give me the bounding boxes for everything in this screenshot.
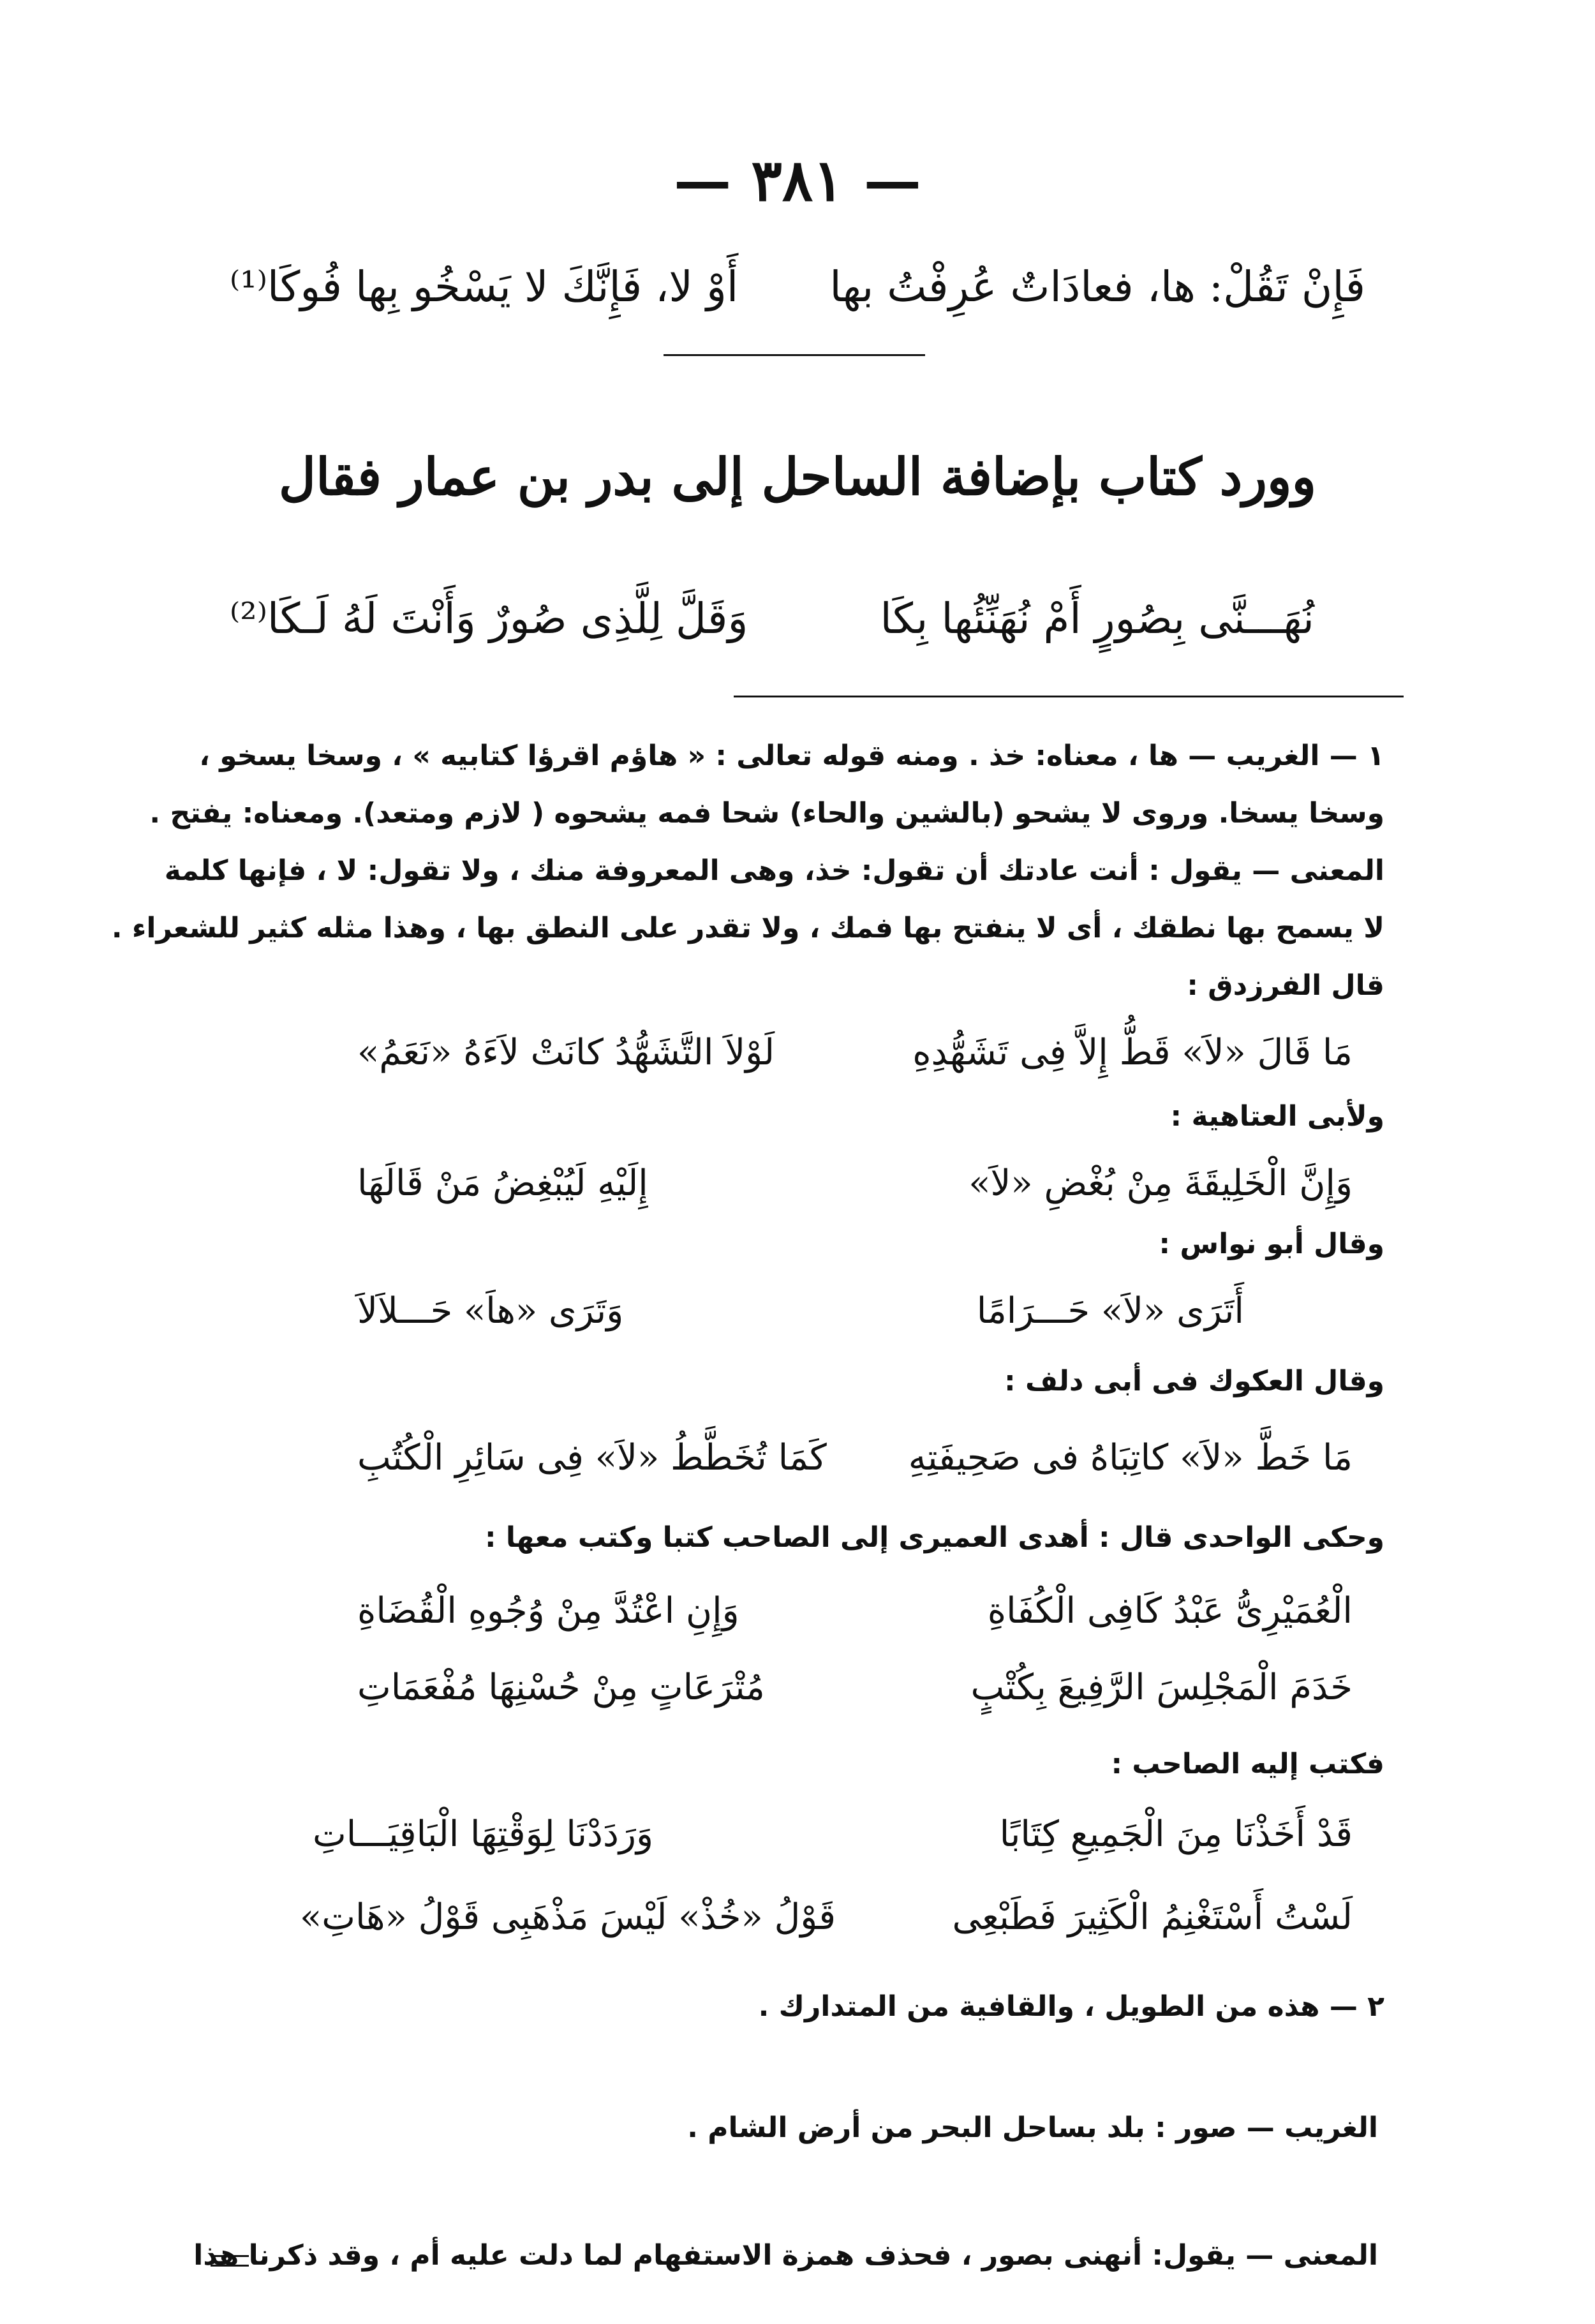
footnote-1-line-1: ١ — الغريب — ها ، معناه: خذ . ومنه قوله تعالى : « هاؤم اقرؤا كتابيه » ، وسخا يسخو ، [199, 740, 1384, 772]
ataheya-verse [357, 1155, 1353, 1212]
footnote-separator [734, 696, 1404, 697]
wahidi-intro: وحكى الواحدى قال : أهدى العميرى إلى الصاحب كتبا وكتب معها : [484, 1521, 1384, 1554]
main-verse-left-hemistich: وَقَلَّ لِلَّذِى صُورٌ وَأَنْتَ لَهُ لَـكَا⁽²⁾ [230, 594, 748, 643]
farazdaq-right-hemistich: مَا قَالَ «لاَ» قَطُّ إِلاَّ فِى تَشَهُّدِهِ [912, 1032, 1353, 1073]
wahidi-verse-2-left: مُتْرَعَاتٍ مِنْ حُسْنِهَا مُفْعَمَاتِ [357, 1667, 765, 1708]
nuwas-right-hemistich: أَتَرَى «لاَ» حَـــرَامًا [976, 1290, 1244, 1332]
top-verse-left-hemistich: أَوْ لا، فَإِنَّكَ لا يَسْخُو بِها فُوكَا⁽¹⁾ [230, 262, 739, 311]
sahib-verse-1 [313, 1806, 1353, 1863]
ataheya-right-hemistich: وَإِنَّ الْخَلِيقَةَ مِنْ بُغْضِ «لاَ» [968, 1163, 1353, 1204]
farazdaq-intro: قال الفرزدق : [1187, 969, 1384, 1002]
wahidi-verse-1-right: الْعُمَيْرِىُّ عَبْدُ كَافِى الْكُفَاةِ [987, 1590, 1353, 1632]
ataheya-intro: ولأبى العتاهية : [1170, 1100, 1384, 1133]
main-verse [230, 587, 1314, 651]
separator-short [664, 354, 925, 356]
wahidi-verse-1-left: وَإِنِ اعْتُدَّ مِنْ وُجُوهِ الْقُضَاةِ [357, 1590, 739, 1632]
farazdaq-verse [357, 1024, 1353, 1082]
akawwak-left-hemistich: كَمَا تُخَطَّطُ «لاَ» فِى سَائِرِ الْكُتُبِ [357, 1437, 827, 1479]
sahib-verse-2-left: قَوْلُ «خُذْ» لَيْسَ مَذْهَبِى قَوْلُ «هَاتِ» [300, 1896, 836, 1938]
farazdaq-left-hemistich: لَوْلاَ التَّشَهُّدُ كانَتْ لاَءَهُ «نَعَمُ» [357, 1032, 775, 1073]
continuation-mark [211, 2255, 249, 2267]
sahib-verse-2-right: لَسْتُ أَسْتَغْنِمُ الْكَثِيرَ فَطَبْعِى [952, 1896, 1353, 1938]
nuwas-left-hemistich: وَتَرَى «هاَ» حَـــلاَلاَ [357, 1290, 624, 1332]
nuwas-verse [357, 1283, 1244, 1340]
section-heading: وورد كتاب بإضافة الساحل إلى بدر بن عمار فقال [278, 447, 1317, 507]
page-number: — ٣٨١ — [674, 147, 921, 214]
top-verse [230, 255, 1365, 319]
sahib-verse-1-right: قَدْ أَخَذْنَا مِنَ الْجَمِيعِ كِتَابًا [999, 1814, 1353, 1855]
wahidi-verse-1 [357, 1583, 1353, 1640]
sahib-verse-1-left: وَرَدَدْنَا لِوَقْتِهَا الْبَاقِيَـــاتِ [313, 1814, 653, 1855]
top-verse-right-hemistich: فَإِنْ تَقُلْ: ها، فعادَاتٌ عُرِفْتُ بها [829, 262, 1365, 311]
footnote-1-line-4: لا يسمح بها نطقك ، أى لا ينفتح بها فمك ، ولا تقدر على النطق بها ، وهذا مثله كثير للشعراء . [111, 912, 1384, 944]
akawwak-verse [357, 1429, 1353, 1487]
ataheya-left-hemistich: إِلَيْهِ لَيُبْغِضُ مَنْ قَالَهَا [357, 1163, 648, 1204]
footnote-1-line-3: المعنى — يقول : أنت عادتك أن تقول: خذ، وهى المعروفة منك ، ولا تقول: لا ، فإنها كلمة [164, 854, 1384, 887]
nuwas-intro: وقال أبو نواس : [1159, 1228, 1384, 1260]
akawwak-intro: وقال العكوك فى أبى دلف : [1004, 1365, 1384, 1397]
footnote-1-line-2: وسخا يسخا. وروى لا يشحو (بالشين والحاء) شحا فمه يشحوه ( لازم ومتعد). ومعناه: يفتح . [149, 797, 1384, 830]
akawwak-right-hemistich: مَا خَطَّ «لاَ» كاتِبَاهُ فى صَحِيفَتِهِ [908, 1437, 1353, 1479]
wahidi-verse-2-right: خَدَمَ الْمَجْلِسَ الرَّفِيعَ بِكُتْبٍ [970, 1667, 1353, 1708]
sahib-intro: فكتب إليه الصاحب : [1111, 1748, 1384, 1780]
sahib-verse-2 [300, 1889, 1353, 1946]
main-verse-right-hemistich: نُهَـــنَّى بِصُورٍ أَمْ نُهَنِّئُها بِكَا [880, 594, 1314, 643]
footnote-2-line-2: الغريب — صور : بلد بساحل البحر من أرض الشام . [687, 2112, 1378, 2144]
wahidi-verse-2 [357, 1659, 1353, 1717]
footnote-2-line-1: ٢ — هذه من الطويل ، والقافية من المتدارك . [758, 1990, 1384, 2023]
footnote-2-line-3: المعنى — يقول: أنهنى بصور ، فحذف همزة الاستفهام لما دلت عليه أم ، وقد ذكرنا هذا [193, 2239, 1378, 2272]
